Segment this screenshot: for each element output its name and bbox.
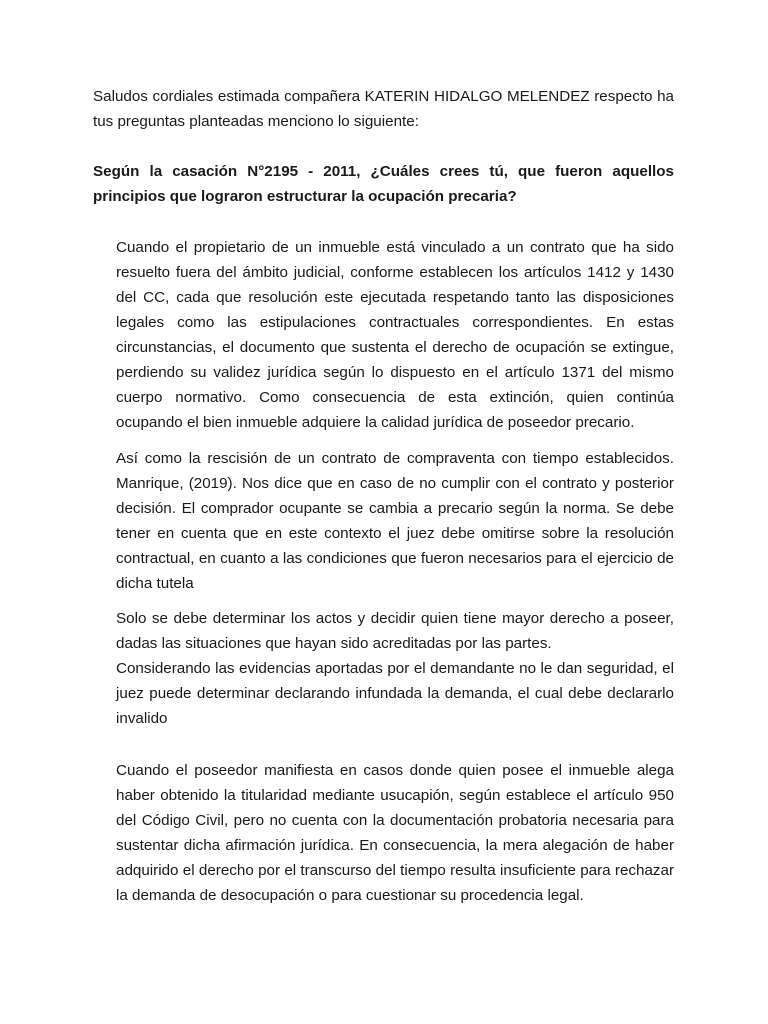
body-paragraph-5: Cuando el poseedor manifiesta en casos donde quien posee el inmueble alega haber obtenido la titularidad mediante usucapión, según establece el artículo 950 del Código Civil, pero no cuenta con la documentación probatoria necesaria para sustentar dicha afirmación jurídica. En consecuencia, la mera alegación de haber adquirido el derecho por el transcurso del tiempo resulta insuficiente para rechazar la demanda de desocupación o para cuestionar su procedencia legal. xyxy=(116,762,674,904)
body-paragraph-4: Considerando las evidencias aportadas por el demandante no le dan seguridad, el juez puede determinar declarando infundada la demanda, el cual debe declararlo invalido xyxy=(116,660,674,727)
greeting-paragraph: Saludos cordiales estimada compañera KATERIN HIDALGO MELENDEZ respecto ha tus preguntas planteadas menciono lo siguiente: xyxy=(93,88,674,130)
body-paragraph-3: Solo se debe determinar los actos y decidir quien tiene mayor derecho a poseer, dadas las situaciones que hayan sido acreditadas por las partes. xyxy=(116,610,674,652)
question-heading: Según la casación N°2195 - 2011, ¿Cuáles crees tú, que fueron aquellos principios que lograron estructurar la ocupación precaria? xyxy=(93,163,674,205)
body-paragraph-2: Así como la rescisión de un contrato de compraventa con tiempo establecidos. Manrique, (2019). Nos dice que en caso de no cumplir con el contrato y posterior decisión. El comprador ocupante se cambia a precario según la norma. Se debe tener en cuenta que en este contexto el juez debe omitirse sobre la resolución contractual, en cuanto a las condiciones que fueron necesarios para el ejercicio de dicha tutela xyxy=(116,450,674,592)
body-paragraph-1: Cuando el propietario de un inmueble está vinculado a un contrato que ha sido resuelto fuera del ámbito judicial, conforme establecen los artículos 1412 y 1430 del CC, cada que resolución este ejecutada respetando tanto las disposiciones legales como las estipulaciones contractuales correspondientes. En estas circunstancias, el documento que sustenta el derecho de ocupación se extingue, perdiendo su validez jurídica según lo dispuesto en el artículo 1371 del mismo cuerpo normativo. Como consecuencia de esta extinción, quien continúa ocupando el bien inmueble adquiere la calidad jurídica de poseedor precario. xyxy=(116,239,674,431)
